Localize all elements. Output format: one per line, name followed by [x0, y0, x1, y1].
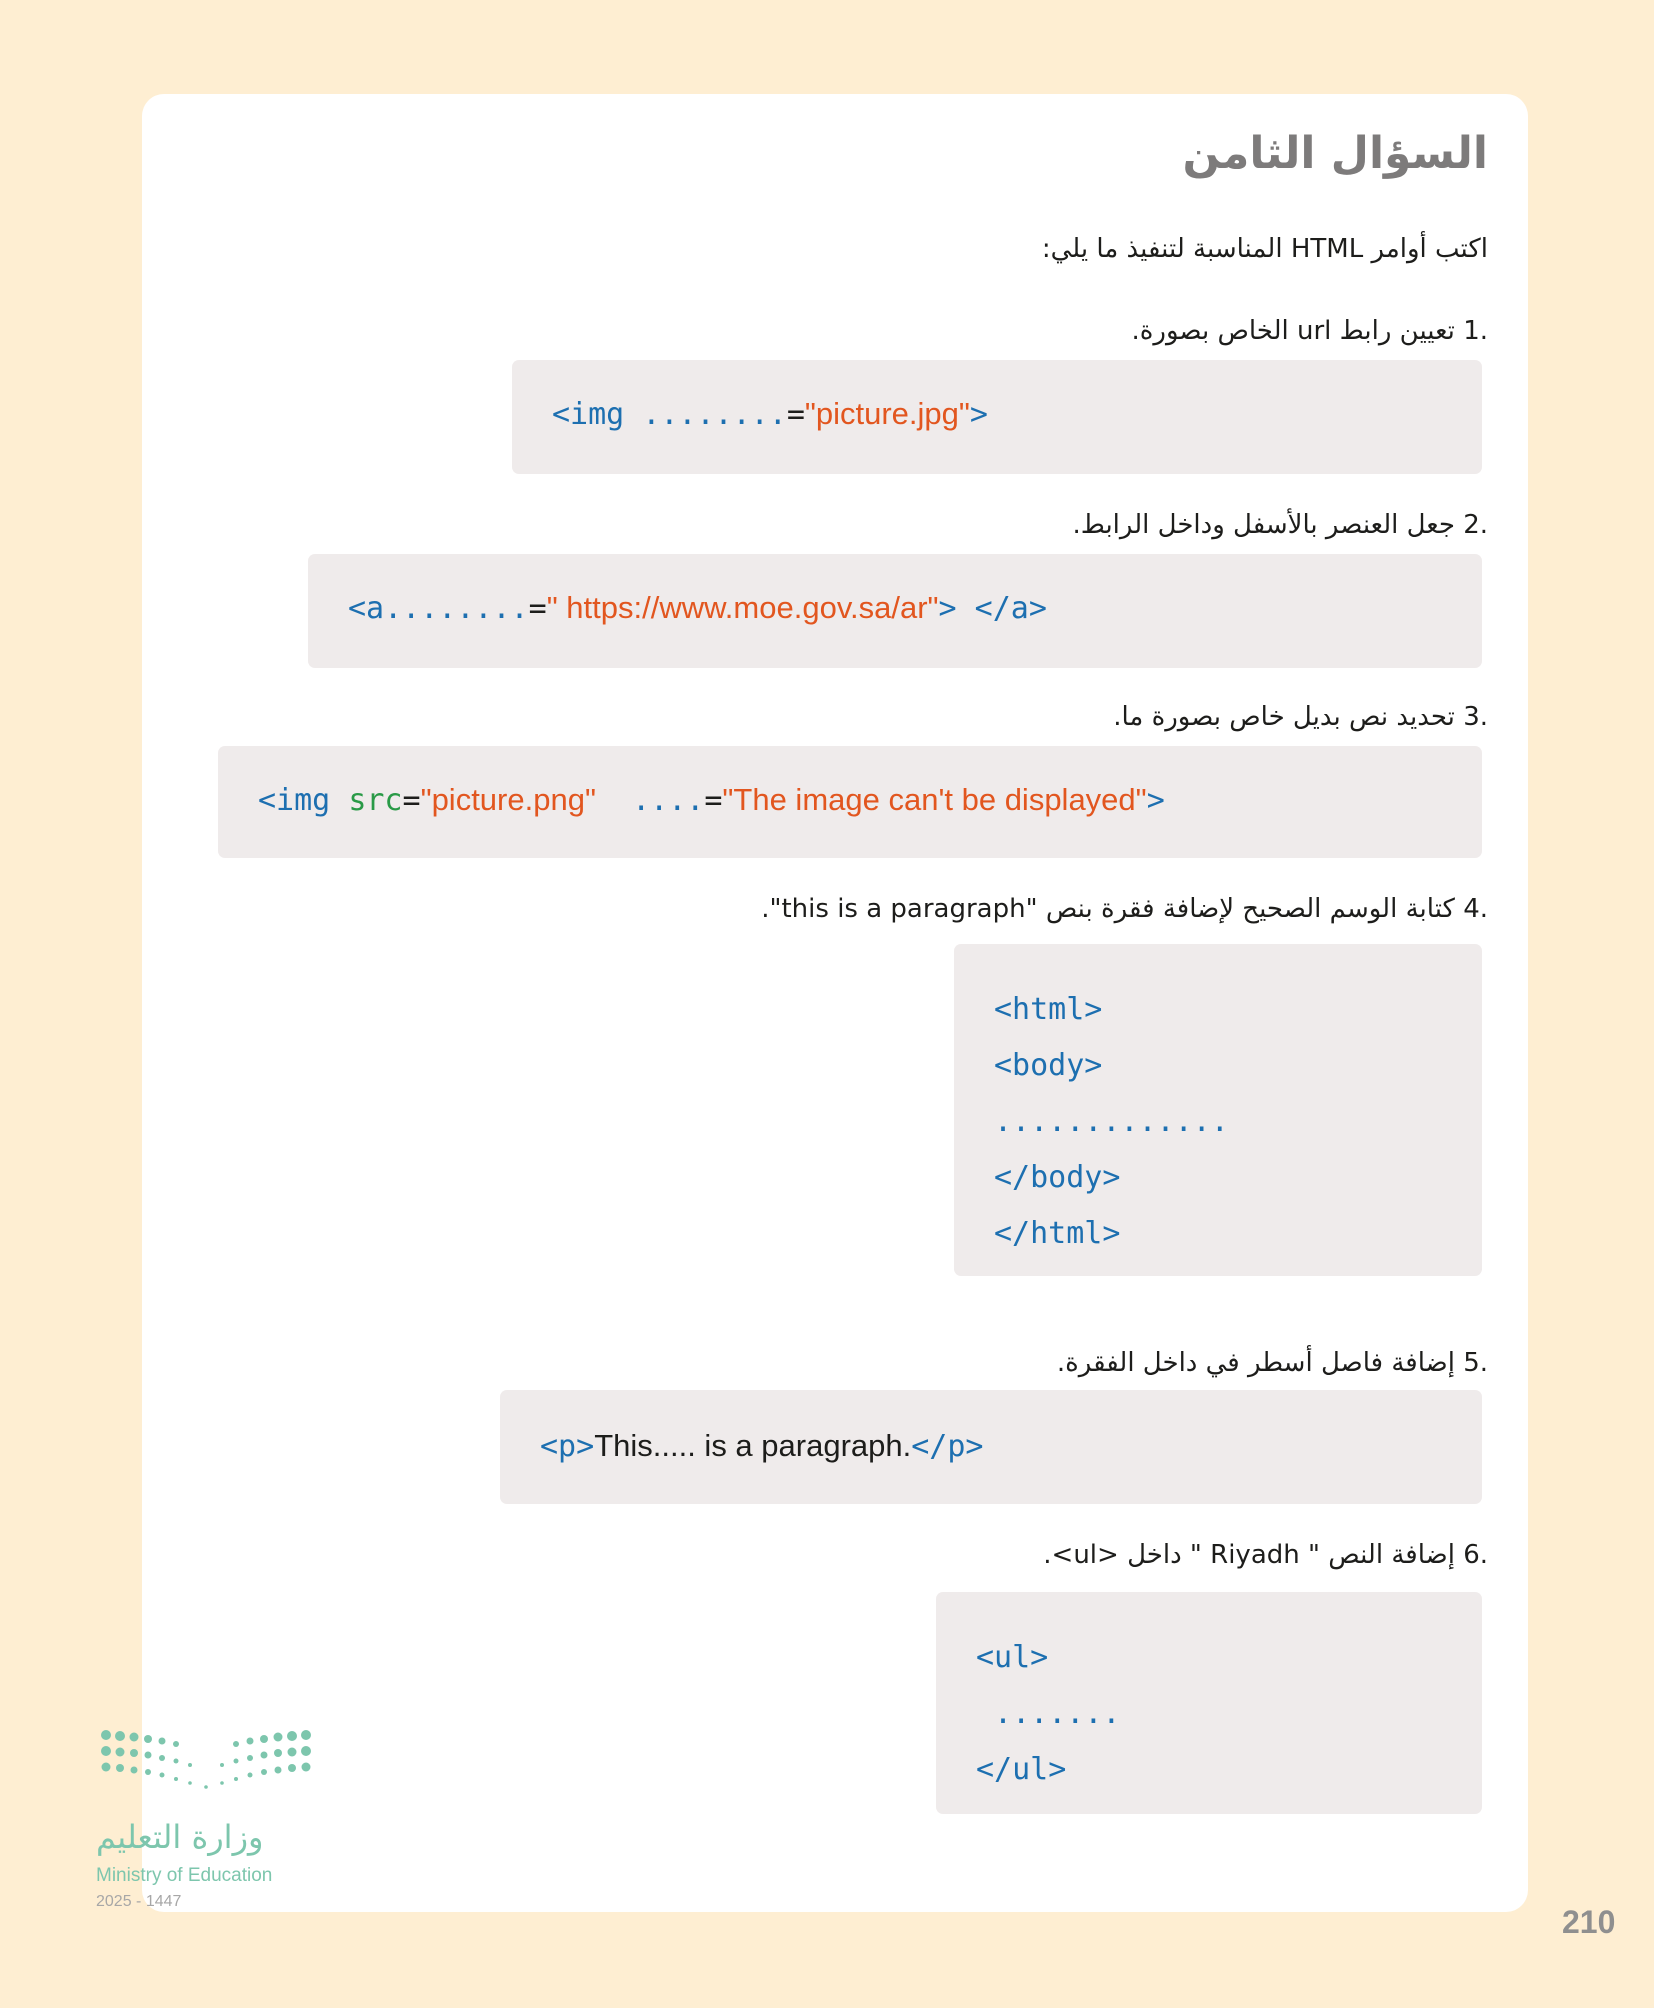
code-token: "picture.png" [420, 782, 596, 817]
code-line: ....... [976, 1696, 1121, 1731]
question-4-label: .4 كتابة الوسم الصحيح لإضافة فقرة بنص "this is a paragraph". [761, 894, 1488, 924]
code-token: = [528, 591, 547, 626]
code-token: = [786, 397, 805, 432]
ministry-year: 2025 - 1447 [96, 1893, 182, 1910]
code-token: ........ [642, 397, 787, 432]
code-line: </body> [994, 1160, 1121, 1195]
page-title: السؤال الثامن [1182, 128, 1488, 179]
code-token: "The image can't be displayed" [722, 782, 1147, 817]
code-token: </p> [911, 1429, 984, 1464]
code-line: <ul> [976, 1640, 1049, 1675]
code-token: " https://www.moe.gov.sa/ar" [546, 590, 939, 625]
question-6-label: .6 إضافة النص " Riyadh " داخل <ul>. [1043, 1540, 1488, 1570]
code-token: "picture.jpg" [804, 396, 970, 431]
code-token: = [704, 783, 723, 818]
code-token: = [402, 783, 421, 818]
question-5-code [540, 1428, 983, 1464]
code-token: > [1146, 783, 1165, 818]
code-token: <img [258, 783, 349, 818]
question-6-code-box [936, 1592, 1482, 1814]
code-token: <p> [540, 1429, 595, 1464]
ministry-name-english: Ministry of Education [96, 1865, 273, 1886]
question-3-label: .3 تحديد نص بديل خاص بصورة ما. [1113, 702, 1488, 732]
code-token: .... [595, 783, 705, 818]
code-token: <img [552, 397, 643, 432]
code-line: ............. [994, 1104, 1229, 1139]
code-line: </html> [994, 1216, 1121, 1251]
code-token: > [969, 397, 988, 432]
code-token: <a........ [348, 591, 529, 626]
question-1-label: .1 تعيين رابط url الخاص بصورة. [1131, 316, 1488, 346]
instructions: اكتب أوامر HTML المناسبة لتنفيذ ما يلي: [1041, 234, 1488, 264]
worksheet-card [142, 94, 1528, 1912]
code-token: > </a> [938, 591, 1047, 626]
question-4-code-box [954, 944, 1482, 1276]
question-3-code-box [218, 746, 1482, 858]
question-2-code [348, 590, 1047, 626]
question-5-label: .5 إضافة فاصل أسطر في داخل الفقرة. [1056, 1348, 1488, 1378]
question-6-code [976, 1630, 1121, 1798]
question-1-code [552, 396, 988, 432]
code-line: </ul> [976, 1752, 1067, 1787]
question-1-code-box [512, 360, 1482, 474]
question-3-code [258, 782, 1165, 818]
code-token: src [348, 783, 403, 818]
code-token: This..... is a paragraph. [594, 1428, 912, 1463]
ministry-name-arabic: وزارة التعليم [96, 1818, 264, 1856]
page-number: 210 [1562, 1904, 1616, 1940]
question-4-code [994, 982, 1229, 1262]
code-line: <html> [994, 992, 1103, 1027]
question-5-code-box [500, 1390, 1482, 1504]
question-2-label: .2 جعل العنصر بالأسفل وداخل الرابط. [1072, 510, 1488, 540]
code-line: <body> [994, 1048, 1103, 1083]
question-2-code-box [308, 554, 1482, 668]
